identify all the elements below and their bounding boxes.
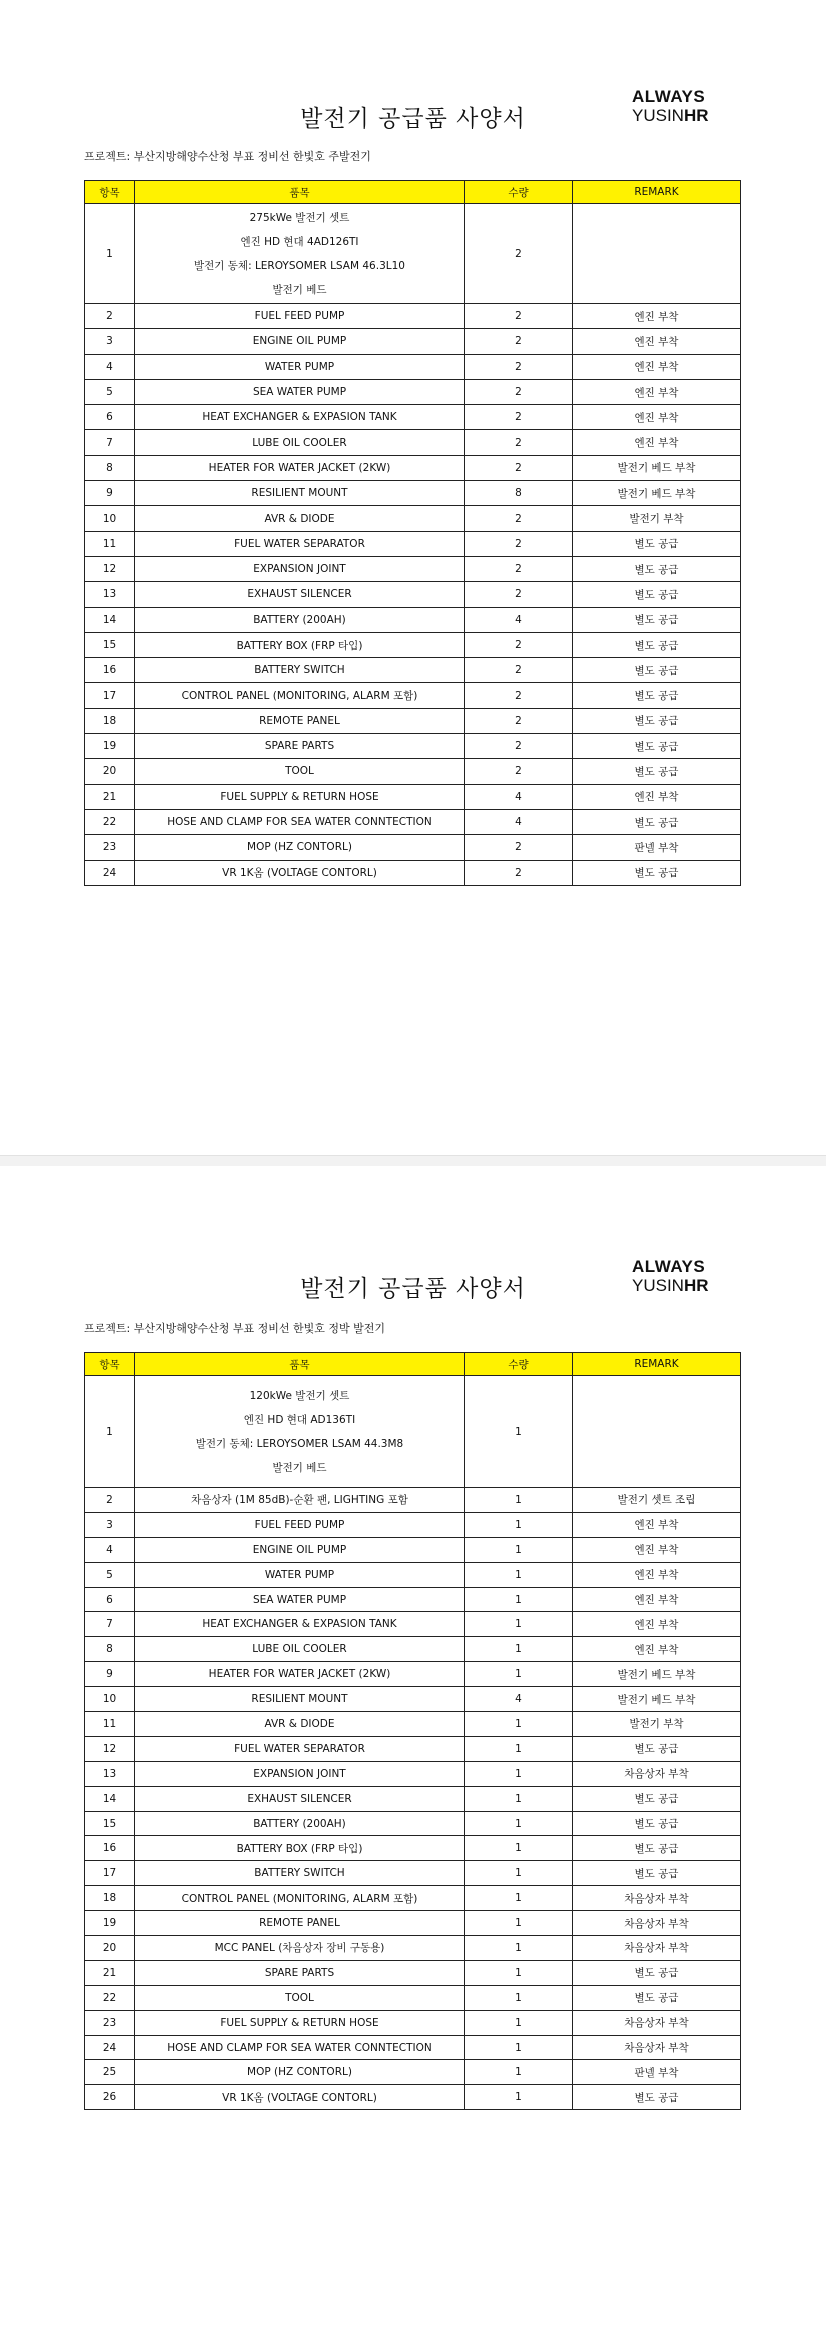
row-qty: 1 bbox=[465, 1712, 573, 1737]
row-name: HEAT EXCHANGER & EXPASION TANK bbox=[135, 1612, 465, 1637]
row-no: 13 bbox=[85, 1761, 135, 1786]
row-qty: 2 bbox=[465, 683, 573, 708]
row-remark: 별도 공급 bbox=[573, 860, 741, 885]
row-qty: 2 bbox=[465, 582, 573, 607]
row-qty: 1 bbox=[465, 1736, 573, 1761]
row-no: 26 bbox=[85, 2085, 135, 2110]
table-row bbox=[85, 1587, 741, 1612]
spec-table bbox=[84, 1352, 741, 2110]
row-name: EXHAUST SILENCER bbox=[135, 1786, 465, 1811]
logo-yusinhr: YUSINHR bbox=[632, 1275, 709, 1295]
row-name: BATTERY (200AH) bbox=[135, 607, 465, 632]
row-name: EXHAUST SILENCER bbox=[135, 582, 465, 607]
table-row bbox=[85, 405, 741, 430]
row-remark: 별도 공급 bbox=[573, 531, 741, 556]
row-remark: 별도 공급 bbox=[573, 1985, 741, 2010]
row-qty: 1 bbox=[465, 1662, 573, 1687]
table-row bbox=[85, 1562, 741, 1587]
table-row bbox=[85, 607, 741, 632]
row-remark: 별도 공급 bbox=[573, 2085, 741, 2110]
table-header-row bbox=[85, 181, 741, 204]
row-name: CONTROL PANEL (MONITORING, ALARM 포함) bbox=[135, 1886, 465, 1911]
row-no: 15 bbox=[85, 1811, 135, 1836]
row-no: 3 bbox=[85, 329, 135, 354]
row-no: 9 bbox=[85, 1662, 135, 1687]
table-row bbox=[85, 1811, 741, 1836]
logo-always: ALWAYS bbox=[632, 1257, 706, 1276]
logo-always: ALWAYS bbox=[632, 87, 706, 106]
spec-table bbox=[84, 180, 741, 886]
page-title: 발전기 공급품 사양서 bbox=[300, 1276, 526, 1302]
table-row bbox=[85, 632, 741, 657]
table-row bbox=[85, 1637, 741, 1662]
row-qty: 2 bbox=[465, 658, 573, 683]
row-name: BATTERY SWITCH bbox=[135, 658, 465, 683]
row-remark: 엔진 부착 bbox=[573, 379, 741, 404]
row-remark: 엔진 부착 bbox=[573, 1562, 741, 1587]
row-qty: 1 bbox=[465, 1936, 573, 1961]
row-remark: 엔진 부착 bbox=[573, 1512, 741, 1537]
row-qty: 4 bbox=[465, 784, 573, 809]
row-qty: 1 bbox=[465, 2085, 573, 2110]
row-no: 23 bbox=[85, 2010, 135, 2035]
row-remark: 엔진 부착 bbox=[573, 1637, 741, 1662]
row-qty: 1 bbox=[465, 1811, 573, 1836]
table-row bbox=[85, 2085, 741, 2110]
row-name: AVR & DIODE bbox=[135, 506, 465, 531]
row-name: BATTERY BOX (FRP 타입) bbox=[135, 1836, 465, 1861]
row-remark: 별도 공급 bbox=[573, 734, 741, 759]
row-name: VR 1K옴 (VOLTAGE CONTORL) bbox=[135, 2085, 465, 2110]
row-remark: 엔진 부착 bbox=[573, 304, 741, 329]
row-qty: 1 bbox=[465, 2035, 573, 2060]
table-row bbox=[85, 860, 741, 885]
row-name: MOP (HZ CONTORL) bbox=[135, 835, 465, 860]
row-no: 6 bbox=[85, 1587, 135, 1612]
row-remark: 별도 공급 bbox=[573, 683, 741, 708]
row-remark: 별도 공급 bbox=[573, 759, 741, 784]
row-no: 14 bbox=[85, 1786, 135, 1811]
row-remark: 엔진 부착 bbox=[573, 1537, 741, 1562]
row-no: 13 bbox=[85, 582, 135, 607]
row-no: 8 bbox=[85, 455, 135, 480]
table-row bbox=[85, 481, 741, 506]
row-no: 19 bbox=[85, 1911, 135, 1936]
row-no: 24 bbox=[85, 860, 135, 885]
row-name: FUEL WATER SEPARATOR bbox=[135, 1736, 465, 1761]
row-name: FUEL WATER SEPARATOR bbox=[135, 531, 465, 556]
row-name: AVR & DIODE bbox=[135, 1712, 465, 1737]
row-no: 5 bbox=[85, 379, 135, 404]
row-qty: 4 bbox=[465, 607, 573, 632]
row-remark: 별도 공급 bbox=[573, 809, 741, 834]
row-qty: 2 bbox=[465, 405, 573, 430]
header-remark: REMARK bbox=[573, 1353, 741, 1376]
row-remark: 엔진 부착 bbox=[573, 430, 741, 455]
row-remark: 엔진 부착 bbox=[573, 784, 741, 809]
row-qty: 2 bbox=[465, 556, 573, 581]
table-row bbox=[85, 1712, 741, 1737]
row-remark: 판넬 부착 bbox=[573, 835, 741, 860]
table-row bbox=[85, 1886, 741, 1911]
table-row bbox=[85, 2035, 741, 2060]
row-no: 4 bbox=[85, 354, 135, 379]
row-qty: 1 bbox=[465, 1562, 573, 1587]
row-remark: 차음상자 부착 bbox=[573, 1911, 741, 1936]
row-no: 5 bbox=[85, 1562, 135, 1587]
row-remark: 별도 공급 bbox=[573, 708, 741, 733]
row-remark: 별도 공급 bbox=[573, 1836, 741, 1861]
row-remark: 별도 공급 bbox=[573, 658, 741, 683]
row-remark: 별도 공급 bbox=[573, 1960, 741, 1985]
table-row bbox=[85, 784, 741, 809]
row-name: MOP (HZ CONTORL) bbox=[135, 2060, 465, 2085]
table-row bbox=[85, 1612, 741, 1637]
table-row bbox=[85, 1376, 741, 1488]
table-row bbox=[85, 455, 741, 480]
row-qty: 2 bbox=[465, 734, 573, 759]
row-qty: 1 bbox=[465, 1488, 573, 1513]
row-no: 22 bbox=[85, 1985, 135, 2010]
row-name: ENGINE OIL PUMP bbox=[135, 329, 465, 354]
row-no: 7 bbox=[85, 1612, 135, 1637]
table-row bbox=[85, 506, 741, 531]
table-row bbox=[85, 1512, 741, 1537]
table-row bbox=[85, 1786, 741, 1811]
row-remark bbox=[573, 204, 741, 304]
header-item-name: 품목 bbox=[135, 1353, 465, 1376]
row-qty: 2 bbox=[465, 632, 573, 657]
row-name: LUBE OIL COOLER bbox=[135, 430, 465, 455]
row-name: SEA WATER PUMP bbox=[135, 379, 465, 404]
row-no: 1 bbox=[85, 204, 135, 304]
row-name: FUEL SUPPLY & RETURN HOSE bbox=[135, 2010, 465, 2035]
row-no: 18 bbox=[85, 708, 135, 733]
table-row bbox=[85, 354, 741, 379]
row-qty: 1 bbox=[465, 1911, 573, 1936]
row-name: FUEL SUPPLY & RETURN HOSE bbox=[135, 784, 465, 809]
table-row bbox=[85, 1861, 741, 1886]
project-name: 프로젝트: 부산지방해양수산청 부표 정비선 한빛호 정박 발전기 bbox=[84, 1322, 385, 1335]
row-name: SPARE PARTS bbox=[135, 1960, 465, 1985]
header-item-no: 항목 bbox=[85, 181, 135, 204]
row-no: 7 bbox=[85, 430, 135, 455]
table-row bbox=[85, 430, 741, 455]
row-remark: 판넬 부착 bbox=[573, 2060, 741, 2085]
row-qty: 1 bbox=[465, 2060, 573, 2085]
row-name: FUEL FEED PUMP bbox=[135, 1512, 465, 1537]
row-qty: 2 bbox=[465, 354, 573, 379]
row-remark: 발전기 부착 bbox=[573, 506, 741, 531]
row-name: RESILIENT MOUNT bbox=[135, 481, 465, 506]
row-no: 22 bbox=[85, 809, 135, 834]
row-remark: 엔진 부착 bbox=[573, 1587, 741, 1612]
row-no: 24 bbox=[85, 2035, 135, 2060]
document-page-1 bbox=[0, 0, 826, 1155]
table-row bbox=[85, 531, 741, 556]
row-name: REMOTE PANEL bbox=[135, 708, 465, 733]
bed-description-line: 발전기 베드 bbox=[272, 1461, 327, 1474]
row-name: WATER PUMP bbox=[135, 354, 465, 379]
row-qty: 2 bbox=[465, 860, 573, 885]
row-remark: 차음상자 부착 bbox=[573, 1936, 741, 1961]
row-qty: 2 bbox=[465, 329, 573, 354]
table-row bbox=[85, 204, 741, 304]
table-row bbox=[85, 1761, 741, 1786]
row-no: 18 bbox=[85, 1886, 135, 1911]
row-remark: 별도 공급 bbox=[573, 607, 741, 632]
table-row bbox=[85, 1736, 741, 1761]
engine-description-line: 엔진 HD 현대 4AD126TI bbox=[240, 235, 359, 248]
row-no: 8 bbox=[85, 1637, 135, 1662]
alternator-description-line: 발전기 동체: LEROYSOMER LSAM 44.3M8 bbox=[195, 1437, 404, 1450]
row-qty: 1 bbox=[465, 1376, 573, 1488]
row-name: HEAT EXCHANGER & EXPASION TANK bbox=[135, 405, 465, 430]
row-qty: 1 bbox=[465, 1587, 573, 1612]
row-name: HOSE AND CLAMP FOR SEA WATER CONNTECTION bbox=[135, 2035, 465, 2060]
row-qty: 2 bbox=[465, 759, 573, 784]
row-no: 1 bbox=[85, 1376, 135, 1488]
table-row bbox=[85, 1960, 741, 1985]
row-name: WATER PUMP bbox=[135, 1562, 465, 1587]
table-row bbox=[85, 304, 741, 329]
row-remark: 별도 공급 bbox=[573, 1786, 741, 1811]
row-name: TOOL bbox=[135, 759, 465, 784]
row-no: 23 bbox=[85, 835, 135, 860]
table-row bbox=[85, 556, 741, 581]
table-row bbox=[85, 809, 741, 834]
row-qty: 2 bbox=[465, 379, 573, 404]
row-qty: 1 bbox=[465, 1512, 573, 1537]
row-remark: 발전기 베드 부착 bbox=[573, 1662, 741, 1687]
header-remark: REMARK bbox=[573, 181, 741, 204]
row-remark: 차음상자 부착 bbox=[573, 1761, 741, 1786]
row-name: HEATER FOR WATER JACKET (2KW) bbox=[135, 1662, 465, 1687]
company-logo bbox=[632, 88, 752, 125]
row-name: BATTERY BOX (FRP 타입) bbox=[135, 632, 465, 657]
row-no: 10 bbox=[85, 506, 135, 531]
table-row bbox=[85, 734, 741, 759]
row-no: 11 bbox=[85, 1712, 135, 1737]
table-row bbox=[85, 1911, 741, 1936]
header-quantity: 수량 bbox=[465, 1353, 573, 1376]
header-quantity: 수량 bbox=[465, 181, 573, 204]
row-no: 2 bbox=[85, 304, 135, 329]
table-row bbox=[85, 329, 741, 354]
set-description-line: 275kWe 발전기 셋트 bbox=[249, 211, 350, 224]
row-qty: 4 bbox=[465, 1687, 573, 1712]
table-row bbox=[85, 582, 741, 607]
table-row bbox=[85, 2060, 741, 2085]
table-row bbox=[85, 683, 741, 708]
table-row bbox=[85, 1662, 741, 1687]
row-qty: 1 bbox=[465, 1861, 573, 1886]
row-no: 16 bbox=[85, 1836, 135, 1861]
row-name: BATTERY SWITCH bbox=[135, 1861, 465, 1886]
row-no: 10 bbox=[85, 1687, 135, 1712]
table-row bbox=[85, 2010, 741, 2035]
row-qty: 1 bbox=[465, 1985, 573, 2010]
row-name: LUBE OIL COOLER bbox=[135, 1637, 465, 1662]
table-row bbox=[85, 708, 741, 733]
row-remark: 발전기 베드 부착 bbox=[573, 481, 741, 506]
row-qty: 1 bbox=[465, 1886, 573, 1911]
company-logo bbox=[632, 1258, 752, 1295]
set-description-line: 120kWe 발전기 셋트 bbox=[249, 1389, 350, 1402]
row-no: 16 bbox=[85, 658, 135, 683]
table-row bbox=[85, 1985, 741, 2010]
row-name: TOOL bbox=[135, 1985, 465, 2010]
row-name: SPARE PARTS bbox=[135, 734, 465, 759]
row-qty: 2 bbox=[465, 430, 573, 455]
row-remark: 차음상자 부착 bbox=[573, 2035, 741, 2060]
row-qty: 2 bbox=[465, 531, 573, 556]
row-name bbox=[135, 1376, 465, 1488]
row-remark: 엔진 부착 bbox=[573, 405, 741, 430]
row-qty: 8 bbox=[465, 481, 573, 506]
table-row bbox=[85, 1537, 741, 1562]
row-remark: 별도 공급 bbox=[573, 1736, 741, 1761]
table-row bbox=[85, 1488, 741, 1513]
row-name: SEA WATER PUMP bbox=[135, 1587, 465, 1612]
table-header-row bbox=[85, 1353, 741, 1376]
alternator-description-line: 발전기 동체: LEROYSOMER LSAM 46.3L10 bbox=[194, 259, 405, 272]
row-qty: 2 bbox=[465, 506, 573, 531]
row-name: MCC PANEL (차음상자 장비 구동용) bbox=[135, 1936, 465, 1961]
row-qty: 2 bbox=[465, 204, 573, 304]
row-remark: 엔진 부착 bbox=[573, 1612, 741, 1637]
row-name: EXPANSION JOINT bbox=[135, 1761, 465, 1786]
row-qty: 1 bbox=[465, 1786, 573, 1811]
row-no: 21 bbox=[85, 1960, 135, 1985]
row-qty: 1 bbox=[465, 1761, 573, 1786]
row-qty: 4 bbox=[465, 809, 573, 834]
row-remark: 차음상자 부착 bbox=[573, 1886, 741, 1911]
table-row bbox=[85, 1936, 741, 1961]
table-row bbox=[85, 1836, 741, 1861]
row-remark: 엔진 부착 bbox=[573, 354, 741, 379]
project-name: 프로젝트: 부산지방해양수산청 부표 정비선 한빛호 주발전기 bbox=[84, 150, 371, 163]
table-row bbox=[85, 379, 741, 404]
row-no: 6 bbox=[85, 405, 135, 430]
row-name: EXPANSION JOINT bbox=[135, 556, 465, 581]
row-name: BATTERY (200AH) bbox=[135, 1811, 465, 1836]
row-no: 25 bbox=[85, 2060, 135, 2085]
row-remark: 별도 공급 bbox=[573, 1811, 741, 1836]
row-name: RESILIENT MOUNT bbox=[135, 1687, 465, 1712]
row-no: 17 bbox=[85, 1861, 135, 1886]
logo-yusinhr: YUSINHR bbox=[632, 105, 709, 125]
row-name: HEATER FOR WATER JACKET (2KW) bbox=[135, 455, 465, 480]
row-qty: 2 bbox=[465, 835, 573, 860]
table-row bbox=[85, 658, 741, 683]
row-no: 14 bbox=[85, 607, 135, 632]
row-no: 20 bbox=[85, 759, 135, 784]
row-name: FUEL FEED PUMP bbox=[135, 304, 465, 329]
page-title: 발전기 공급품 사양서 bbox=[300, 106, 526, 132]
row-name: ENGINE OIL PUMP bbox=[135, 1537, 465, 1562]
row-remark: 차음상자 부착 bbox=[573, 2010, 741, 2035]
row-no: 4 bbox=[85, 1537, 135, 1562]
table-row bbox=[85, 835, 741, 860]
table-row bbox=[85, 759, 741, 784]
row-remark: 별도 공급 bbox=[573, 1861, 741, 1886]
row-remark: 별도 공급 bbox=[573, 632, 741, 657]
row-qty: 1 bbox=[465, 1960, 573, 1985]
row-name: HOSE AND CLAMP FOR SEA WATER CONNTECTION bbox=[135, 809, 465, 834]
row-remark: 별도 공급 bbox=[573, 582, 741, 607]
row-name: REMOTE PANEL bbox=[135, 1911, 465, 1936]
row-qty: 1 bbox=[465, 1637, 573, 1662]
row-qty: 2 bbox=[465, 455, 573, 480]
row-name: CONTROL PANEL (MONITORING, ALARM 포함) bbox=[135, 683, 465, 708]
bed-description-line: 발전기 베드 bbox=[272, 283, 327, 296]
row-remark bbox=[573, 1376, 741, 1488]
row-name: VR 1K옴 (VOLTAGE CONTORL) bbox=[135, 860, 465, 885]
header-item-name: 품목 bbox=[135, 181, 465, 204]
row-qty: 1 bbox=[465, 1537, 573, 1562]
row-no: 17 bbox=[85, 683, 135, 708]
row-no: 15 bbox=[85, 632, 135, 657]
row-qty: 2 bbox=[465, 304, 573, 329]
row-no: 20 bbox=[85, 1936, 135, 1961]
row-remark: 별도 공급 bbox=[573, 556, 741, 581]
row-qty: 1 bbox=[465, 2010, 573, 2035]
row-no: 9 bbox=[85, 481, 135, 506]
table-row bbox=[85, 1687, 741, 1712]
row-no: 12 bbox=[85, 556, 135, 581]
row-remark: 발전기 베드 부착 bbox=[573, 1687, 741, 1712]
row-remark: 엔진 부착 bbox=[573, 329, 741, 354]
row-no: 19 bbox=[85, 734, 135, 759]
engine-description-line: 엔진 HD 현대 AD136TI bbox=[243, 1413, 356, 1426]
row-remark: 발전기 셋트 조립 bbox=[573, 1488, 741, 1513]
row-remark: 발전기 부착 bbox=[573, 1712, 741, 1737]
row-qty: 1 bbox=[465, 1836, 573, 1861]
header-item-no: 항목 bbox=[85, 1353, 135, 1376]
row-no: 21 bbox=[85, 784, 135, 809]
row-no: 2 bbox=[85, 1488, 135, 1513]
row-qty: 1 bbox=[465, 1612, 573, 1637]
row-name bbox=[135, 204, 465, 304]
row-no: 12 bbox=[85, 1736, 135, 1761]
row-no: 11 bbox=[85, 531, 135, 556]
row-name: 차음상자 (1M 85dB)-순환 팬, LIGHTING 포함 bbox=[135, 1488, 465, 1513]
document-page-2 bbox=[0, 1166, 826, 2338]
row-qty: 2 bbox=[465, 708, 573, 733]
row-remark: 발전기 베드 부착 bbox=[573, 455, 741, 480]
row-no: 3 bbox=[85, 1512, 135, 1537]
